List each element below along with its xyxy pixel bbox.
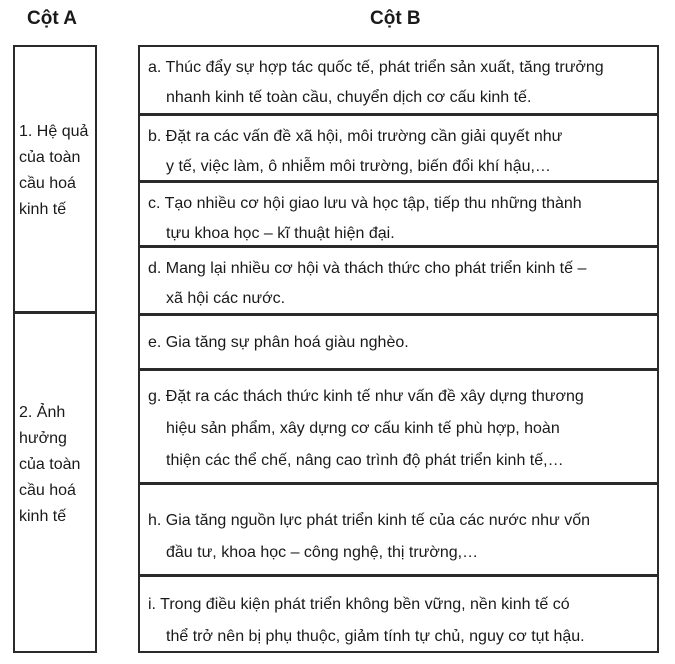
column-a-cell-1-text bbox=[19, 119, 93, 223]
column-a-line: 2. Ảnh bbox=[19, 404, 66, 421]
item-text-line: e. Gia tăng sự phân hoá giàu nghèo. bbox=[148, 334, 409, 351]
column-b-item-d bbox=[138, 246, 659, 315]
item-text-line: g. Đặt ra các thách thức kinh tế như vấn đề xây dựng thương bbox=[148, 388, 584, 405]
item-text-line: b. Đặt ra các vấn đề xã hội, môi trường cần giải quyết như bbox=[148, 128, 563, 145]
column-a-cell-2-text bbox=[19, 400, 93, 530]
column-a-line: cầu hoá bbox=[19, 175, 76, 192]
item-text-line: thiện các thể chế, nâng cao trình độ phát triển kinh tế,… bbox=[166, 452, 564, 469]
column-a-line: 1. Hệ quả bbox=[19, 123, 89, 140]
column-a-header: Cột A bbox=[27, 8, 77, 29]
item-text-line: c. Tạo nhiều cơ hội giao lưu và học tập, tiếp thu những thành bbox=[148, 195, 582, 212]
item-text-line: y tế, việc làm, ô nhiễm môi trường, biến đổi khí hậu,… bbox=[166, 158, 551, 175]
column-b-item-h bbox=[138, 483, 659, 576]
item-text-line: h. Gia tăng nguồn lực phát triển kinh tế của các nước như vốn bbox=[148, 512, 590, 529]
column-a-cell-2 bbox=[13, 312, 97, 653]
column-b-item-g bbox=[138, 369, 659, 484]
column-a-line: kinh tế bbox=[19, 201, 67, 218]
column-a-line: hưởng bbox=[19, 430, 67, 447]
item-text-line: thể trở nên bị phụ thuộc, giảm tính tự chủ, nguy cơ tụt hậu. bbox=[166, 628, 585, 645]
item-text-line: xã hội các nước. bbox=[166, 290, 286, 307]
item-text-line: d. Mang lại nhiều cơ hội và thách thức cho phát triển kinh tế – bbox=[148, 260, 587, 277]
column-a-line: kinh tế bbox=[19, 508, 67, 525]
column-b-item-c bbox=[138, 181, 659, 247]
column-a-line: của toàn bbox=[19, 456, 81, 473]
column-b-header: Cột B bbox=[370, 8, 421, 29]
column-a-line: của toàn bbox=[19, 149, 81, 166]
item-text-line: đầu tư, khoa học – công nghệ, thị trường,… bbox=[166, 544, 479, 561]
item-text-line: tựu khoa học – kĩ thuật hiện đại. bbox=[166, 225, 395, 242]
item-text-line: a. Thúc đẩy sự hợp tác quốc tế, phát triển sản xuất, tăng trưởng bbox=[148, 59, 604, 76]
column-a-line: cầu hoá bbox=[19, 482, 76, 499]
item-text-line: i. Trong điều kiện phát triển không bền vững, nền kinh tế có bbox=[148, 596, 570, 613]
column-b-item-b bbox=[138, 114, 659, 182]
column-b-item-i bbox=[138, 575, 659, 653]
column-b-item-e bbox=[138, 314, 659, 370]
column-b-item-a bbox=[138, 45, 659, 115]
item-text-line: nhanh kinh tế toàn cầu, chuyển dịch cơ cấu kinh tế. bbox=[166, 89, 532, 106]
column-a-cell-1 bbox=[13, 45, 97, 313]
item-text-line: hiệu sản phẩm, xây dựng cơ cấu kinh tế phù hợp, hoàn bbox=[166, 420, 560, 437]
